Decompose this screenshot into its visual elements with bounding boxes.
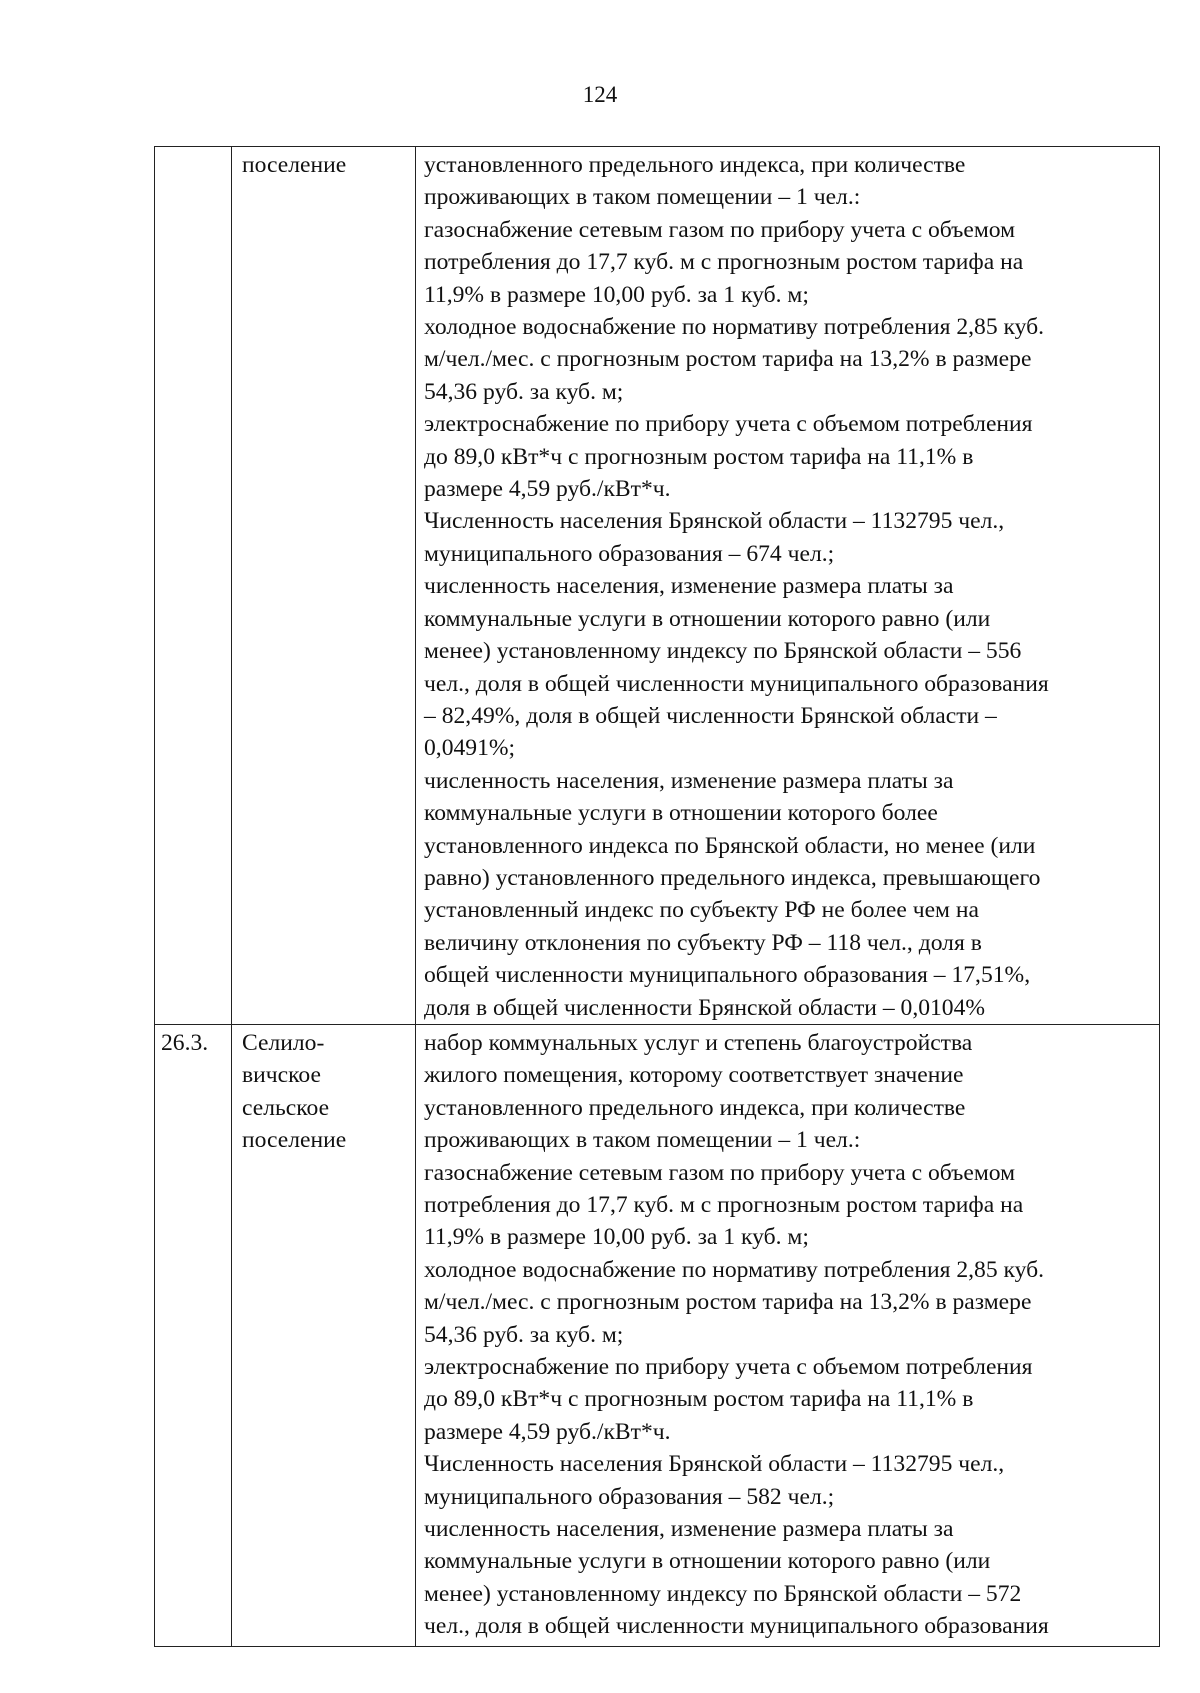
description-line: величину отклонения по субъекту РФ – 118 чел., доля в	[424, 929, 982, 956]
description-line: численность населения, изменение размера платы за	[424, 573, 954, 600]
description-line: 11,9% в размере 10,00 руб. за 1 куб. м;	[424, 281, 809, 308]
settlement-name-line: поселение	[242, 1127, 347, 1154]
description-line: установленного индекса по Брянской области, но менее (или	[424, 832, 1036, 859]
description-line: коммунальные услуги в отношении которого более	[424, 800, 938, 827]
description-line: м/чел./мес. с прогнозным ростом тарифа на 13,2% в размере	[424, 1289, 1032, 1316]
description-line: численность населения, изменение размера платы за	[424, 767, 954, 794]
description-cell	[416, 1024, 1160, 1646]
description-line: менее) установленному индексу по Брянской области – 572	[424, 1580, 1022, 1607]
description-line: электроснабжение по прибору учета с объемом потребления	[424, 1354, 1033, 1381]
description-cell	[416, 147, 1160, 1025]
description-line: установленный индекс по субъекту РФ не более чем на	[424, 897, 979, 924]
description-line: численность населения, изменение размера платы за	[424, 1516, 954, 1543]
description-line: до 89,0 кВт*ч с прогнозным ростом тарифа на 11,1% в	[424, 443, 974, 470]
description-line: холодное водоснабжение по нормативу потребления 2,85 куб.	[424, 314, 1045, 341]
description-line: равно) установленного предельного индекса, превышающего	[424, 864, 1041, 891]
row-number-cell	[155, 147, 232, 1025]
description-line: потребления до 17,7 куб. м с прогнозным ростом тарифа на	[424, 1192, 1024, 1218]
description-line: размере 4,59 руб./кВт*ч.	[424, 1418, 671, 1445]
description-line: 54,36 руб. за куб. м;	[424, 378, 624, 405]
page-number: 124	[582, 82, 618, 107]
description-line: установленного предельного индекса, при количестве	[424, 1094, 966, 1121]
description-line: чел., доля в общей численности муниципального образования	[424, 670, 1049, 697]
description-line: проживающих в таком помещении – 1 чел.:	[424, 184, 861, 211]
row-number: 26.3.	[161, 1029, 209, 1056]
table-row-continuation	[155, 147, 1160, 1025]
description-line: установленного предельного индекса, при количестве	[424, 152, 966, 178]
description-line: электроснабжение по прибору учета с объемом потребления	[424, 411, 1033, 438]
settlement-name-line: поселение	[242, 152, 347, 178]
description-line: до 89,0 кВт*ч с прогнозным ростом тарифа на 11,1% в	[424, 1386, 974, 1413]
row-number-cell	[155, 1024, 232, 1646]
description-line: проживающих в таком помещении – 1 чел.:	[424, 1127, 861, 1154]
description-line: муниципального образования – 582 чел.;	[424, 1483, 835, 1510]
settlement-name-line: Селило-	[242, 1029, 325, 1056]
description-line: жилого помещения, которому соответствует значение	[424, 1062, 964, 1089]
tariff-table	[154, 146, 1160, 1647]
description-line: менее) установленному индексу по Брянской области – 556	[424, 638, 1022, 665]
description-line: холодное водоснабжение по нормативу потребления 2,85 куб.	[424, 1256, 1045, 1283]
description-line: газоснабжение сетевым газом по прибору учета с объемом	[424, 1159, 1016, 1186]
table-row-26-3	[155, 1024, 1160, 1646]
settlement-name-cell	[232, 1024, 416, 1646]
description-line: чел., доля в общей численности муниципального образования	[424, 1613, 1049, 1640]
description-line: доля в общей численности Брянской области – 0,0104%	[424, 994, 986, 1021]
description-line: газоснабжение сетевым газом по прибору учета с объемом	[424, 216, 1016, 243]
description-line: набор коммунальных услуг и степень благоустройства	[424, 1029, 973, 1056]
description-line: размере 4,59 руб./кВт*ч.	[424, 476, 671, 503]
description-line: 0,0491%;	[424, 735, 516, 762]
description-line: 54,36 руб. за куб. м;	[424, 1321, 624, 1348]
description-line: коммунальные услуги в отношении которого равно (или	[424, 605, 991, 632]
settlement-name-line: сельское	[242, 1094, 330, 1121]
settlement-name-cell	[232, 147, 416, 1025]
description-line: 11,9% в размере 10,00 руб. за 1 куб. м;	[424, 1224, 809, 1251]
description-line: муниципального образования – 674 чел.;	[424, 540, 835, 567]
description-line: Численность населения Брянской области – 1132795 чел.,	[424, 508, 1005, 535]
description-line: потребления до 17,7 куб. м с прогнозным ростом тарифа на	[424, 249, 1024, 276]
settlement-name-line: вичское	[242, 1062, 321, 1089]
description-line: коммунальные услуги в отношении которого равно (или	[424, 1548, 991, 1575]
description-line: м/чел./мес. с прогнозным ростом тарифа на 13,2% в размере	[424, 346, 1032, 373]
description-line: Численность населения Брянской области – 1132795 чел.,	[424, 1451, 1005, 1478]
description-line: – 82,49%, доля в общей численности Брянской области –	[424, 702, 997, 729]
description-line: общей численности муниципального образования – 17,51%,	[424, 962, 1031, 989]
